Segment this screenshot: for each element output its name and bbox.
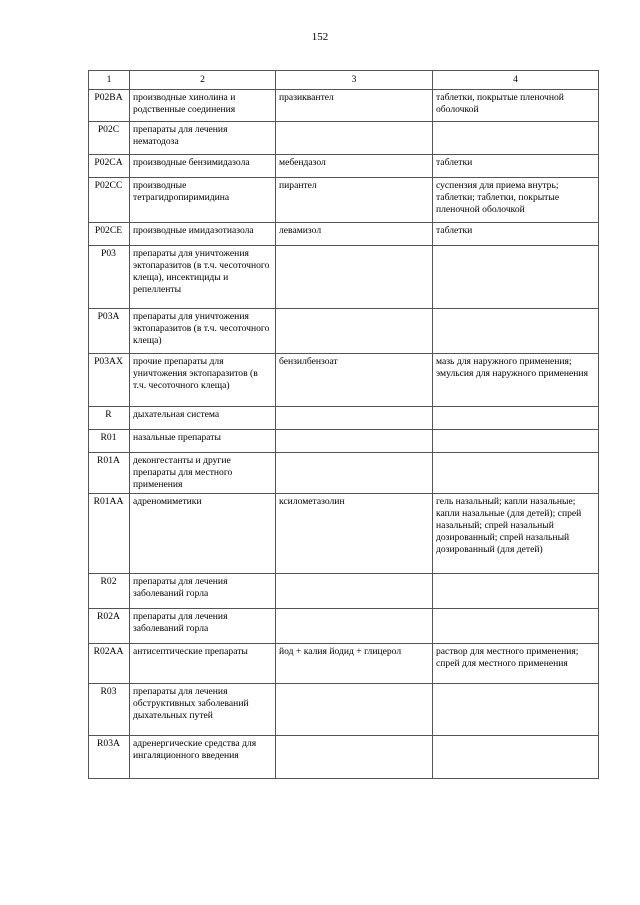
atc-code-cell: P03AX <box>89 354 130 407</box>
header-cell: 1 <box>89 71 130 90</box>
table-row <box>89 246 599 309</box>
header-cell: 2 <box>130 71 276 90</box>
atc-code-cell: R01 <box>89 430 130 453</box>
group-name-cell: производные имидазотиазола <box>130 223 276 246</box>
dosage-form-cell: раствор для местного применения; спрей для местного применения <box>433 644 599 684</box>
substance-cell: йод + калия йодид + глицерол <box>276 644 433 684</box>
group-name-cell: производные тетрагидропиримидина <box>130 178 276 223</box>
dosage-form-cell <box>433 122 599 155</box>
group-name-cell: дыхательная система <box>130 407 276 430</box>
dosage-form-cell <box>433 430 599 453</box>
table-row <box>89 609 599 644</box>
table-row <box>89 494 599 574</box>
table-row <box>89 178 599 223</box>
group-name-cell: антисептические препараты <box>130 644 276 684</box>
atc-code-cell: R03A <box>89 736 130 779</box>
atc-code-cell: R02AA <box>89 644 130 684</box>
group-name-cell: препараты для лечения нематодоза <box>130 122 276 155</box>
dosage-form-cell <box>433 407 599 430</box>
header-cell: 4 <box>433 71 599 90</box>
atc-code-cell: R03 <box>89 684 130 736</box>
atc-code-cell: R01A <box>89 453 130 494</box>
group-name-cell: адренергические средства для ингаляционного введения <box>130 736 276 779</box>
table-row <box>89 354 599 407</box>
table-row <box>89 122 599 155</box>
substance-cell <box>276 309 433 354</box>
dosage-form-cell: таблетки <box>433 223 599 246</box>
dosage-form-cell: таблетки <box>433 155 599 178</box>
header-cell: 3 <box>276 71 433 90</box>
substance-cell: левамизол <box>276 223 433 246</box>
group-name-cell: производные хинолина и родственные соединения <box>130 90 276 122</box>
table-row <box>89 736 599 779</box>
substance-cell <box>276 684 433 736</box>
table-row <box>89 309 599 354</box>
group-name-cell: деконгестанты и другие препараты для местного применения <box>130 453 276 494</box>
atc-code-cell: P02BA <box>89 90 130 122</box>
table-row <box>89 407 599 430</box>
atc-code-cell: R02A <box>89 609 130 644</box>
atc-code-cell: R <box>89 407 130 430</box>
dosage-form-cell <box>433 246 599 309</box>
header-row <box>89 71 599 90</box>
table-row <box>89 644 599 684</box>
substance-cell <box>276 246 433 309</box>
dosage-form-cell: таблетки, покрытые пленочной оболочкой <box>433 90 599 122</box>
substance-cell <box>276 407 433 430</box>
dosage-form-cell: суспензия для приема внутрь; таблетки; таблетки, покрытые пленочной оболочкой <box>433 178 599 223</box>
dosage-form-cell <box>433 574 599 609</box>
substance-cell: пирантел <box>276 178 433 223</box>
atc-code-cell: P02C <box>89 122 130 155</box>
table-row <box>89 574 599 609</box>
table-row <box>89 155 599 178</box>
group-name-cell: препараты для лечения заболеваний горла <box>130 574 276 609</box>
group-name-cell: препараты для уничтожения эктопаразитов (в т.ч. чесоточного клеща), инсектициды и репелленты <box>130 246 276 309</box>
drug-table <box>88 70 599 779</box>
dosage-form-cell <box>433 309 599 354</box>
group-name-cell: прочие препараты для уничтожения эктопаразитов (в т.ч. чесоточного клеща) <box>130 354 276 407</box>
atc-code-cell: R02 <box>89 574 130 609</box>
dosage-form-cell: гель назальный; капли назальные; капли назальные (для детей); спрей назальный; спрей назальный дозированный; спрей назальный дозированный (для детей) <box>433 494 599 574</box>
substance-cell <box>276 122 433 155</box>
dosage-form-cell <box>433 609 599 644</box>
substance-cell <box>276 736 433 779</box>
group-name-cell: препараты для лечения заболеваний горла <box>130 609 276 644</box>
dosage-form-cell: мазь для наружного применения; эмульсия для наружного применения <box>433 354 599 407</box>
group-name-cell: назальные препараты <box>130 430 276 453</box>
dosage-form-cell <box>433 684 599 736</box>
substance-cell: празиквантел <box>276 90 433 122</box>
substance-cell: ксилометазолин <box>276 494 433 574</box>
group-name-cell: адреномиметики <box>130 494 276 574</box>
table-row <box>89 684 599 736</box>
page-number: 152 <box>311 31 329 43</box>
table-row <box>89 453 599 494</box>
substance-cell <box>276 609 433 644</box>
table-row <box>89 430 599 453</box>
substance-cell <box>276 453 433 494</box>
dosage-form-cell <box>433 453 599 494</box>
atc-code-cell: R01AA <box>89 494 130 574</box>
group-name-cell: производные бензимидазола <box>130 155 276 178</box>
group-name-cell: препараты для уничтожения эктопаразитов (в т.ч. чесоточного клеща) <box>130 309 276 354</box>
atc-code-cell: P02CE <box>89 223 130 246</box>
dosage-form-cell <box>433 736 599 779</box>
substance-cell: мебендазол <box>276 155 433 178</box>
table-row <box>89 223 599 246</box>
atc-code-cell: P03A <box>89 309 130 354</box>
substance-cell <box>276 430 433 453</box>
group-name-cell: препараты для лечения обструктивных заболеваний дыхательных путей <box>130 684 276 736</box>
atc-code-cell: P02CC <box>89 178 130 223</box>
substance-cell: бензилбензоат <box>276 354 433 407</box>
atc-code-cell: P03 <box>89 246 130 309</box>
atc-code-cell: P02CA <box>89 155 130 178</box>
substance-cell <box>276 574 433 609</box>
table-row <box>89 90 599 122</box>
